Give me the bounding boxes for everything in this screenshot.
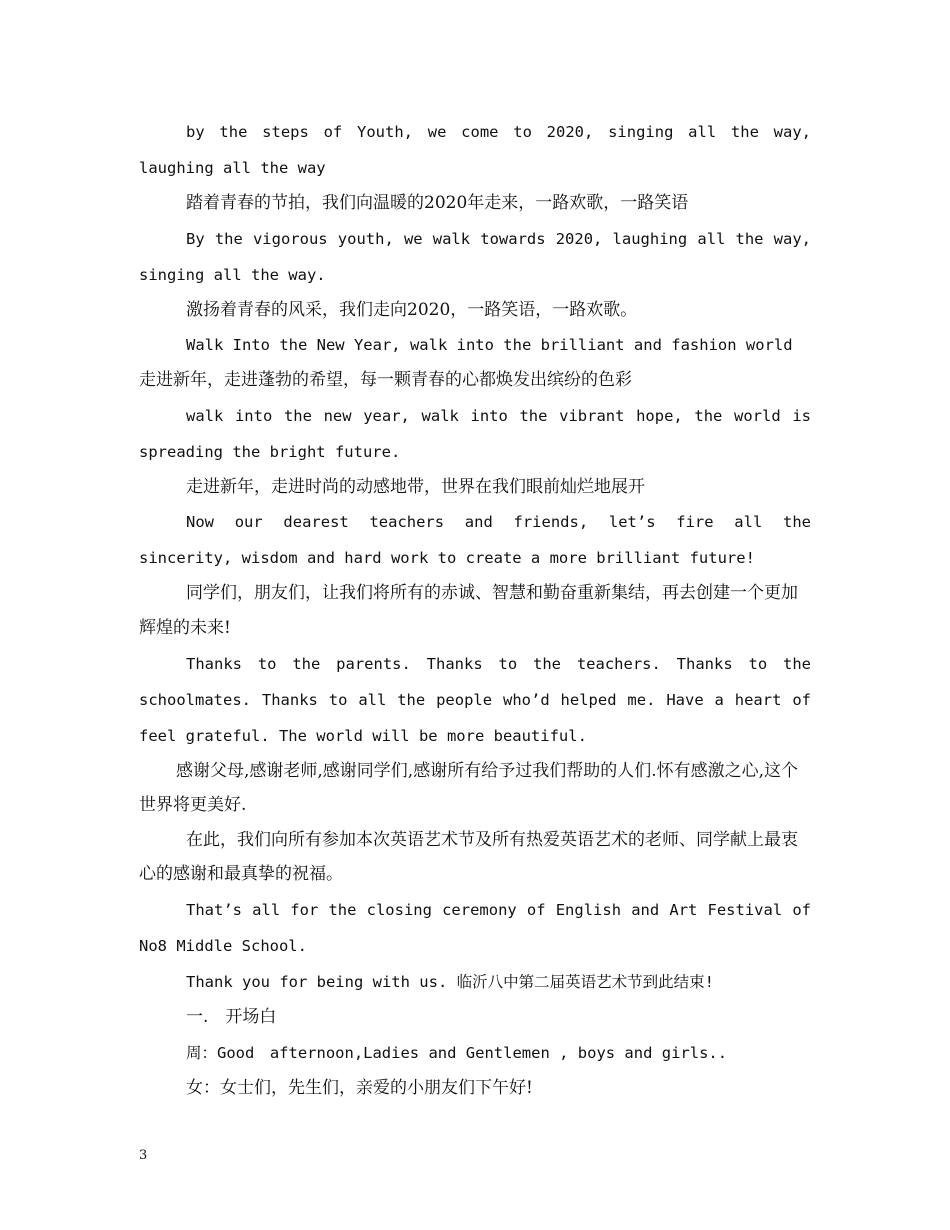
- paragraph: by the steps of Youth, we come to 2020, singing all the way, laughing all the way: [139, 123, 811, 177]
- paragraph: 感谢父母,感谢老师,感谢同学们,感谢所有给予过我们帮助的人们.怀有感激之心,这个世界将更美好.: [139, 760, 799, 816]
- paragraph: 在此，我们向所有参加本次英语艺术节及所有热爱英语艺术的老师、同学献上最衷心的感谢和最真挚的祝福。: [139, 829, 798, 885]
- paragraph: 激扬着青春的风采，我们走向2020，一路笑语，一路欢歌。: [186, 299, 638, 320]
- paragraph: 一. 开场白: [186, 1006, 277, 1027]
- paragraph: Now our dearest teachers and friends, let’s fire all the sincerity, wisdom and hard work to create a more brilliant future!: [139, 513, 811, 568]
- paragraph: Walk Into the New Year, walk into the brilliant and fashion world: [186, 336, 793, 355]
- page-number: 3: [139, 1148, 148, 1163]
- paragraph: walk into the new year, walk into the vibrant hope, the world is spreading the bright future.: [139, 406, 811, 461]
- paragraph: 踏着青春的节拍，我们向温暖的2020年走来，一路欢歌，一路笑语: [186, 193, 689, 213]
- paragraph: 女：女士们，先生们，亲爱的小朋友们下午好!: [186, 1077, 533, 1098]
- paragraph: 周：Good afternoon,Ladies and Gentlemen , boys and girls..: [186, 1043, 728, 1062]
- paragraph: Thank you for being with us. 临沂八中第二届英语艺术节到此结束!: [186, 972, 714, 991]
- paragraph: That’s all for the closing ceremony of English and Art Festival of No8 Middle School.: [139, 900, 811, 955]
- paragraph: By the vigorous youth, we walk towards 2020, laughing all the way, singing all the way.: [139, 229, 811, 284]
- paragraph: 走进新年，走进时尚的动感地带，世界在我们眼前灿烂地展开: [186, 476, 645, 497]
- paragraph: 走进新年，走进蓬勃的希望，每一颗青春的心都焕发出缤纷的色彩: [139, 370, 632, 391]
- paragraph: 同学们，朋友们，让我们将所有的赤诚、智慧和勤奋重新集结，再去创建一个更加辉煌的未来!: [139, 583, 798, 638]
- document-body: [139, 114, 811, 1105]
- paragraph: Thanks to the parents. Thanks to the teachers. Thanks to the schoolmates. Thanks to all the people who’d helped me. Have a heart of feel grateful. The world will be more beautiful.: [139, 654, 811, 745]
